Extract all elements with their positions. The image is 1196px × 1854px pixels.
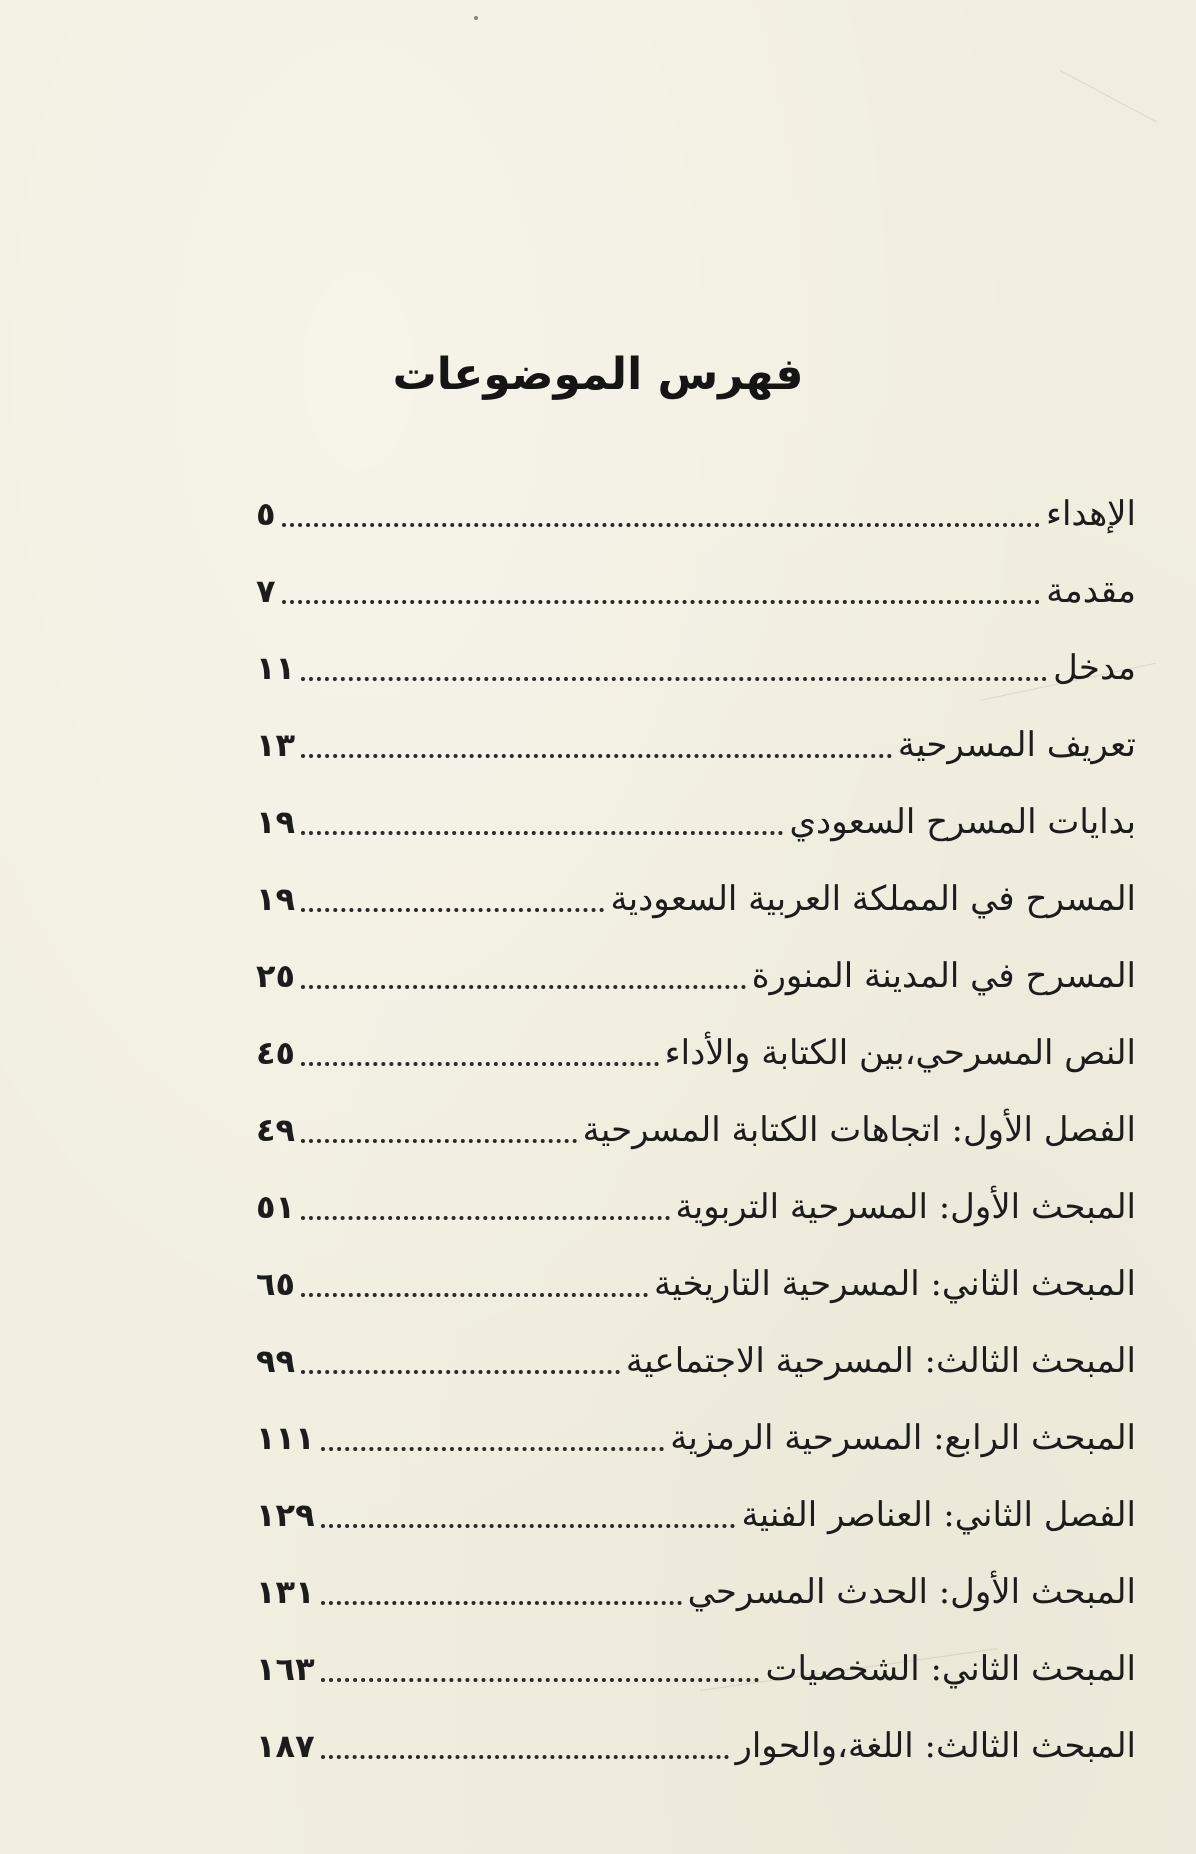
toc-entry bbox=[256, 1001, 1136, 1078]
toc-entry-page-number: ١٣١ bbox=[256, 1573, 315, 1611]
dot-leader bbox=[301, 1216, 669, 1220]
dot-leader bbox=[301, 908, 604, 912]
toc-entry bbox=[256, 1617, 1136, 1694]
toc-entry-page-number: ٧ bbox=[256, 572, 276, 610]
toc-entry-title: بدايات المسرح السعودي bbox=[789, 802, 1136, 842]
toc-entry-title: مقدمة bbox=[1046, 571, 1136, 611]
dot-leader bbox=[301, 754, 892, 758]
toc-entry-title: النص المسرحي،بين الكتابة والأداء bbox=[664, 1033, 1136, 1073]
dot-leader bbox=[321, 1678, 760, 1682]
dot-leader bbox=[321, 1601, 682, 1605]
toc-entry bbox=[256, 1155, 1136, 1232]
dot-leader bbox=[321, 1755, 730, 1759]
toc-entry-title: الفصل الثاني: العناصر الفنية bbox=[741, 1495, 1136, 1535]
toc-entry-title: المبحث الثالث: المسرحية الاجتماعية bbox=[625, 1341, 1136, 1381]
toc-entry-page-number: ٦٥ bbox=[256, 1265, 296, 1303]
table-of-contents bbox=[256, 462, 1136, 1771]
toc-entry-title: المبحث الثاني: المسرحية التاريخية bbox=[654, 1264, 1136, 1304]
toc-entry-title: الإهداء bbox=[1045, 494, 1136, 534]
toc-entry-title: الفصل الأول: اتجاهات الكتابة المسرحية bbox=[582, 1110, 1136, 1150]
toc-entry-title: المبحث الرابع: المسرحية الرمزية bbox=[670, 1418, 1136, 1458]
toc-entry-page-number: ١٩ bbox=[256, 803, 296, 841]
toc-entry-page-number: ٥ bbox=[256, 495, 276, 533]
toc-entry bbox=[256, 1540, 1136, 1617]
dot-leader bbox=[301, 1062, 659, 1066]
dot-leader bbox=[301, 677, 1047, 681]
toc-entry-page-number: ٩٩ bbox=[256, 1342, 296, 1380]
toc-entry-title: تعريف المسرحية bbox=[897, 725, 1136, 765]
toc-entry-page-number: ١٦٣ bbox=[256, 1650, 315, 1688]
dot-leader bbox=[301, 1370, 620, 1374]
toc-entry bbox=[256, 770, 1136, 847]
toc-entry-page-number: ١٩ bbox=[256, 880, 296, 918]
toc-entry-page-number: ١٣ bbox=[256, 726, 296, 764]
toc-entry-title: المسرح في المدينة المنورة bbox=[751, 956, 1136, 996]
toc-entry-title: المبحث الأول: الحدث المسرحي bbox=[687, 1572, 1136, 1612]
toc-entry bbox=[256, 847, 1136, 924]
toc-entry-title: المبحث الثالث: اللغة،والحوار bbox=[735, 1726, 1136, 1766]
toc-entry-title: المبحث الأول: المسرحية التربوية bbox=[675, 1187, 1136, 1227]
toc-entry-page-number: ٤٩ bbox=[256, 1111, 296, 1149]
toc-entry bbox=[256, 693, 1136, 770]
toc-entry-title: المسرح في المملكة العربية السعودية bbox=[610, 879, 1136, 919]
dot-leader bbox=[301, 1139, 577, 1143]
toc-entry-page-number: ٢٥ bbox=[256, 957, 296, 995]
toc-entry bbox=[256, 1386, 1136, 1463]
dot-leader bbox=[282, 523, 1040, 527]
toc-entry-page-number: ١٨٧ bbox=[256, 1727, 315, 1765]
dot-leader bbox=[321, 1447, 665, 1451]
dot-leader bbox=[301, 1293, 648, 1297]
toc-entry bbox=[256, 1078, 1136, 1155]
toc-entry bbox=[256, 616, 1136, 693]
toc-entry bbox=[256, 1232, 1136, 1309]
dot-leader bbox=[321, 1524, 736, 1528]
toc-entry-page-number: ١٢٩ bbox=[256, 1496, 315, 1534]
toc-entry bbox=[256, 539, 1136, 616]
toc-entry bbox=[256, 924, 1136, 1001]
toc-entry-page-number: ١١ bbox=[256, 649, 296, 687]
toc-entry bbox=[256, 462, 1136, 539]
toc-entry bbox=[256, 1309, 1136, 1386]
toc-entry-page-number: ٤٥ bbox=[256, 1034, 296, 1072]
toc-entry bbox=[256, 1694, 1136, 1771]
toc-entry bbox=[256, 1463, 1136, 1540]
toc-entry-title: المبحث الثاني: الشخصيات bbox=[765, 1649, 1136, 1689]
toc-entry-page-number: ٥١ bbox=[256, 1188, 296, 1226]
paper-speck bbox=[474, 16, 478, 20]
page-title: فهرس الموضوعات bbox=[392, 349, 804, 401]
dot-leader bbox=[282, 600, 1041, 604]
dot-leader bbox=[301, 985, 746, 989]
dot-leader bbox=[301, 831, 783, 835]
toc-entry-page-number: ١١١ bbox=[256, 1419, 315, 1457]
toc-entry-title: مدخل bbox=[1053, 648, 1136, 688]
paper-scratch bbox=[1060, 70, 1158, 123]
